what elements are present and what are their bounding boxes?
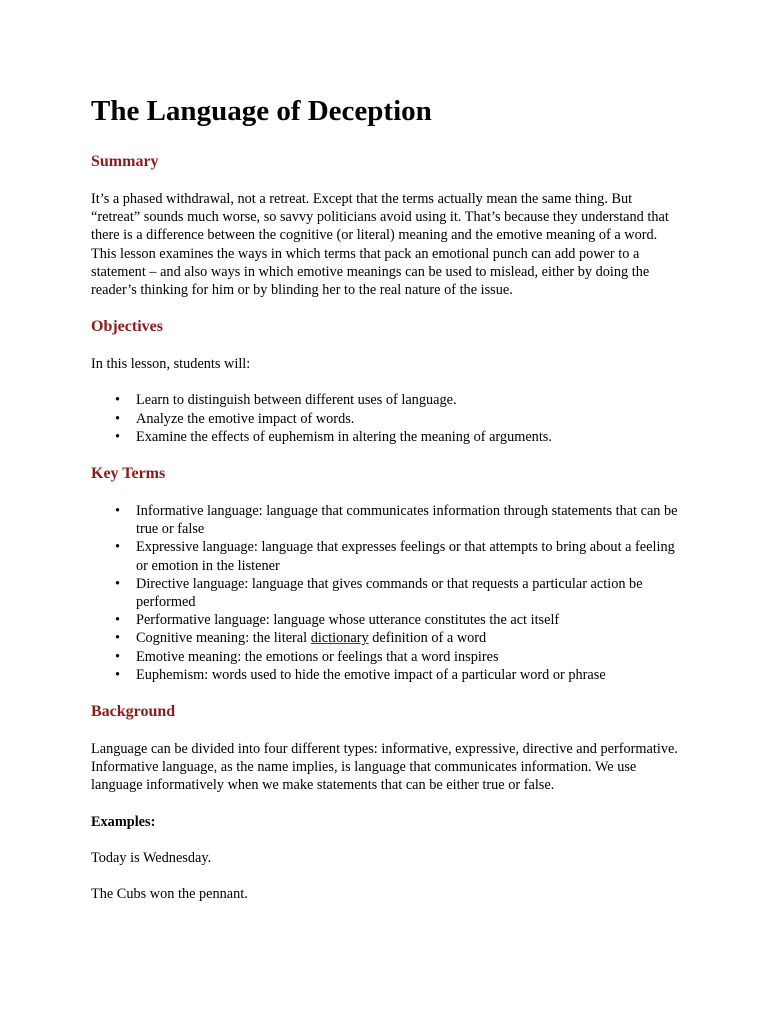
list-item: [115, 629, 678, 647]
bullet-icon: •: [115, 392, 121, 409]
summary-text: It’s a phased withdrawal, not a retreat. Except that the terms actually mean the same thing. But “retreat” sounds much worse, so savvy politicians avoid using it. That’s because they understand that there is a difference between the cognitive (or literal) meaning and the emotive meaning of a word. This lesson examines the ways in which terms that pack an emotional punch can add power to a statement – and also ways in which emotive meanings can be used to mislead, either by doing the reader’s thinking for him or by blinding her to the real nature of the issue.: [91, 191, 669, 299]
list-item-text: Directive language: language that gives commands or that requests a particular action be performed: [136, 575, 643, 611]
bullet-icon: •: [115, 666, 121, 683]
bullet-icon: •: [115, 503, 121, 520]
list-item-text: Expressive language: language that expresses feelings or that attempts to bring about a feeling or emotion in the listener: [136, 539, 675, 574]
bullet-icon: •: [115, 410, 121, 427]
bullet-icon: •: [115, 428, 121, 445]
key-terms-list: [91, 502, 678, 684]
key-terms-heading: Key Terms: [91, 465, 166, 483]
list-item: [115, 611, 678, 629]
list-item-text: Performative language: language whose utterance constitutes the act itself: [136, 612, 560, 629]
background-text: Language can be divided into four different types: informative, expressive, directive and performative. Informative language, as the name implies, is language that communicates information. We use language informatively when we make statements that can be either true or false.: [91, 741, 678, 794]
list-item: [115, 410, 678, 428]
examples-label: Examples:: [91, 813, 156, 830]
list-item: [115, 538, 678, 574]
bullet-icon: •: [115, 575, 121, 592]
cognitive-after: definition of a word: [368, 630, 487, 647]
list-item-text: Examine the effects of euphemism in altering the meaning of arguments.: [136, 428, 552, 445]
background-heading: Background: [91, 703, 176, 721]
dictionary-link[interactable]: dictionary: [310, 630, 369, 647]
list-item: [115, 428, 678, 446]
summary-heading: Summary: [91, 153, 159, 170]
list-item: [115, 391, 678, 409]
objectives-intro: In this lesson, students will:: [91, 356, 251, 373]
bullet-icon: •: [115, 612, 121, 629]
bullet-icon: •: [115, 630, 121, 647]
list-item: [115, 502, 678, 538]
objectives-heading: Objectives: [91, 318, 163, 336]
list-item-text: Emotive meaning: the emotions or feelings that a word inspires: [136, 648, 499, 665]
cognitive-before: Cognitive meaning: the literal: [136, 630, 311, 647]
bullet-icon: •: [115, 539, 121, 556]
objectives-list: [91, 391, 678, 446]
document-title: The Language of Deception: [91, 95, 432, 127]
list-item: [115, 575, 678, 611]
bullet-icon: •: [115, 648, 121, 665]
list-item-text: Informative language: language that communicates information through statements that can be true or false: [136, 503, 678, 538]
list-item-text: Learn to distinguish between different uses of language.: [136, 392, 457, 409]
list-item: [115, 666, 678, 684]
example-text: The Cubs won the pennant.: [91, 886, 248, 903]
example-text: Today is Wednesday.: [91, 849, 212, 866]
list-item-text: Analyze the emotive impact of words.: [136, 410, 355, 427]
list-item-text: Euphemism: words used to hide the emotive impact of a particular word or phrase: [136, 666, 606, 683]
list-item: [115, 648, 678, 666]
